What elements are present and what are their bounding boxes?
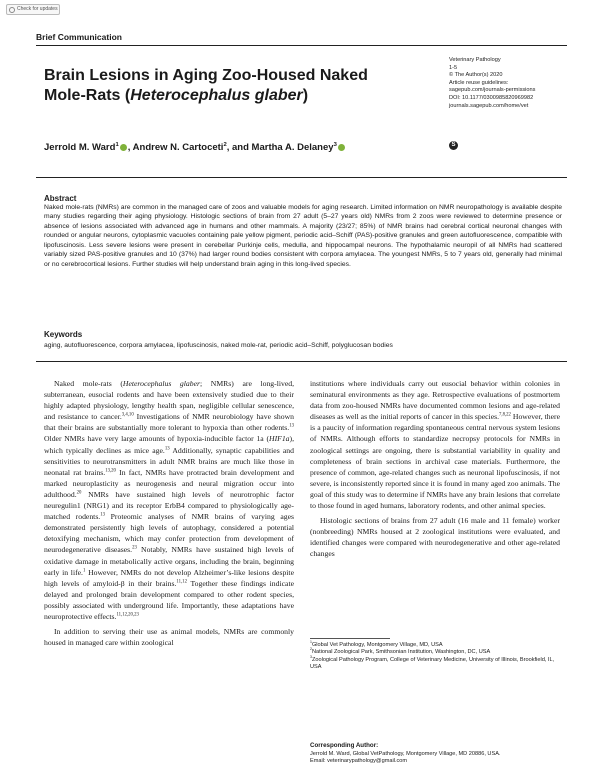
abstract-text: Naked mole-rats (NMRs) are common in the managed care of zoos and valuable models for aging research. Limited information on NMR neuropathology is available despite many studies regarding their aging physiology. Histologic sections of brain from 27 adult (5–27 years old) NMRs from 2 zoos were reviewed to determine presence or absence of lesions associated with advanced age in humans and other mammals. A majority (23/27; 85%) of NMR brains had cerebral cortical neuronal changes with rounded or angular neurons, cytoplasmic vacuoles containing pale yellow pigment, periodic acid–Schiff (PAS)-positive granules and green autofluorescence, compatible with lipofuscinosis. Less severe lesions were present in cerebellar Purkinje cells, medulla, and hippocampal neurons. The hypothalamic neuropil of all NMRs had scattered variably sized PAS-positive granules and 10 (37%) had larger round bodies consistent with corpora amylacea. The youngest NMRs, 5 to 7 years old, generally had minimal or no cerebrocortical lesions. Further studies will help understand brain aging in this long-lived species. <box>44 204 562 268</box>
author-name: Andrew N. Cartoceti <box>132 142 224 153</box>
body-paragraph: In addition to serving their use as animal models, NMRs are commonly housed in managed care within zoological <box>44 627 294 648</box>
title-end: ) <box>302 87 309 104</box>
body-column-right <box>310 378 560 560</box>
journal-reuse[interactable]: Article reuse guidelines: <box>449 79 509 86</box>
body-column-left <box>44 378 294 648</box>
affiliation-sup: 1 <box>115 141 119 148</box>
abstract-heading: Abstract <box>44 194 77 203</box>
body-paragraph: Naked mole-rats (Heterocephalus glaber; NMRs) are long-lived, subterranean, eusocial rodents and have been extensively studied due to their highly adapted physiology, lengthy health span, negligible cellular senescence, and resistance to cancer.$^{3,4,10}$ Investigations of NMR neurobiology have shown that their brains are substantially more tolerant to hypoxia than other rodents.$^{13}$ Older NMRs have very large amounts of hypoxia-inducible factor 1a (HIF1a), which typically declines as mice age.$^{13}$ Additionally, synaptic capabilities and sensitivities to neurotransmitters in adult NMR brains are much like those in neonatal rat brains.$^{13,20}$ In fact, NMRs have protracted brain development and marked neuroplasticity as neurogenesis and neural migration occur into adulthood.$^{20}$ NMRs have sustained high levels of neurotrophic factor neuregulin1 (NRG1) and its receptor ErbB4 compared to physiologically age-matched rodents.$^{13}$ Proteomic analyses of NMR brains of varying ages demonstrated persistently high levels of autophagy, considered a potential detoxifying mechanism, which may confer protection from development of neurodegenerative diseases.$^{23}$ Notably, NMRs have sustained high levels of oxidative damage in metabolically active organs, including the brain, beginning early in life.$^1$ However, NMRs do not develop Alzheimer’s-like lesions despite high levels of amyloid-β in their brains.$^{11,12}$ Together these findings indicate delayed and prolonged brain development compared to other rodent species, possibly associated with underground life. Importantly, these adaptations have neuroprotective effects.$^{11,12,20,23}$ <box>44 379 295 621</box>
affiliation-item: $^1$Global Vet Pathology, Montgomery Village, MD, USA <box>310 640 443 648</box>
author-name: Martha A. Delaney <box>251 142 334 153</box>
open-access-icon: S <box>449 141 458 150</box>
journal-permissions-link[interactable]: sagepub.com/journals-permissions <box>449 87 536 94</box>
badge-label: Check for updates <box>17 6 58 12</box>
affiliation-sup: 2 <box>223 141 227 148</box>
author-sep: , and <box>226 142 252 153</box>
affiliation-footnotes <box>310 642 565 672</box>
journal-homepage-link[interactable]: journals.sagepub.com/home/vet <box>449 102 529 109</box>
affiliation-sup: 3 <box>333 141 337 148</box>
body-paragraph: Histologic sections of brains from 27 adult (16 male and 11 female) worker (nonbreeding) NMRs housed at 2 zoological institutions were evaluated, and identified changes were compared with neurodegenerative and other age-related changes <box>310 516 560 559</box>
affiliation-item: $^3$Zoological Pathology Program, College of Veterinary Medicine, University of Illinois, Brookfield, IL, USA <box>310 654 555 671</box>
abstract-rule <box>36 177 567 178</box>
corresponding-author-details <box>310 751 572 766</box>
top-rule <box>36 45 567 46</box>
article-title <box>44 66 404 106</box>
journal-pages: 1-5 <box>449 64 458 71</box>
section-label: Brief Communication <box>36 32 122 42</box>
keywords-heading: Keywords <box>44 330 83 339</box>
orcid-icon[interactable] <box>120 144 127 151</box>
journal-name: Veterinary Pathology <box>449 57 501 63</box>
affiliation-item: $^2$National Zoological Park, Smithsonian Institution, Washington, DC, USA <box>310 647 491 656</box>
body-paragraph: institutions where individuals carry out eusocial behavior within colonies in seminatural environments as they age. Retrospective evaluations of postmortem data from zoo-housed NMRs have documented common lesions and age-related diseases as well as the initial reports of cancer in this species.$^{7,8,22}$ However, there is a paucity of information regarding spontaneous central nervous system lesions of NMRs. Although efforts to standardize necropsy protocols for NMRs in zoological settings are ongoing, there is substantial variability in quality and completeness of brain sections in archival case materials. Furthermore, the presence of common, age-related changes such as neuronal lipofuscinosis, if not severe, is inconsistently reported since it is found in many aged zoo animals. The goal of this study was to determine if NMRs have any brain lesions that correlate to those found in aged humans, laboratory rodents, and other animal species. <box>310 379 560 511</box>
author-name: Jerrold M. Ward <box>44 142 116 153</box>
journal-doi[interactable]: DOI: 10.1177/0300985820969982 <box>449 94 534 101</box>
corresponding-address: Jerrold M. Ward, Global VetPathology, Montgomery Village, MD 20886, USA. <box>310 751 501 757</box>
orcid-icon[interactable] <box>338 144 345 151</box>
title-main: Brain Lesions in Aging Zoo-Housed Naked Mole-Rats ( <box>44 67 368 104</box>
keywords-rule <box>36 361 567 362</box>
footnote-rule <box>310 638 390 639</box>
author-sep: , <box>127 142 133 153</box>
journal-info <box>449 57 579 110</box>
title-species: Heterocephalus glaber <box>130 87 303 104</box>
corresponding-email[interactable]: Email: veterinarypathology@gmail.com <box>310 758 408 765</box>
journal-copyright: © The Author(s) 2020 <box>449 72 503 79</box>
author-list <box>44 142 346 153</box>
corresponding-author-heading: Corresponding Author: <box>310 742 379 749</box>
update-icon <box>9 7 15 13</box>
check-for-updates-badge[interactable] <box>6 4 60 15</box>
keywords-text: aging, autofluorescence, corpora amylacea, lipofuscinosis, naked mole-rat, periodic acid–Schiff, polyglucosan bodies <box>44 342 393 349</box>
